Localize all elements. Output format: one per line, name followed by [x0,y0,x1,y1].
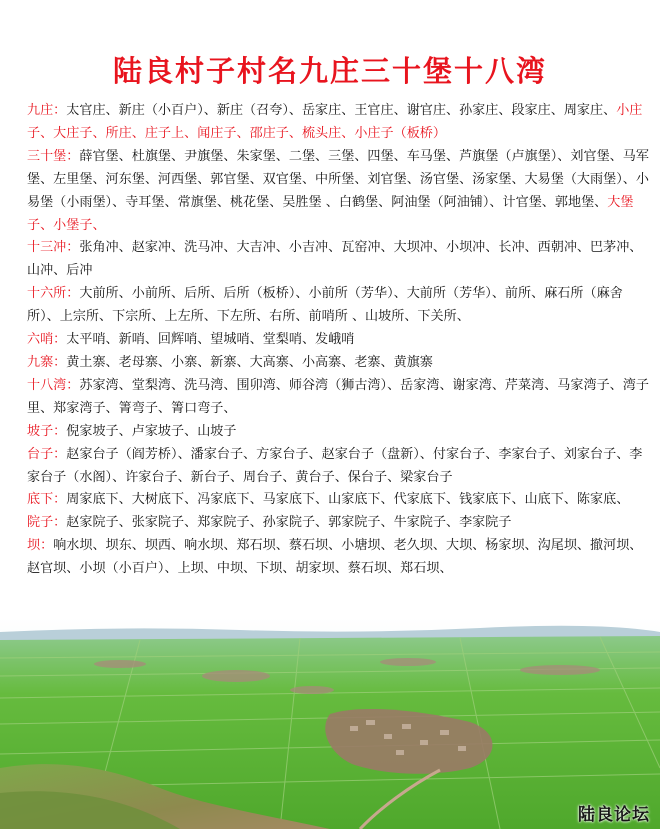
section-label: 六哨： [27,332,67,348]
section-taizi [27,444,651,490]
section-text: 张角冲、赵家冲、洗马冲、大吉冲、小吉冲、瓦窑冲、大坝冲、小坝冲、长冲、西朝冲、巴茅冲、山冲、后冲 [27,240,643,279]
section-label: 院子： [27,515,67,531]
section-liushao [27,329,651,352]
section-label: 九寨： [27,354,67,370]
section-text: 大前所、小前所、后所、后所（板桥）、小前所（芳华）、大前所（芳华）、前所、麻石所（麻舍所）、上宗所、下宗所、上左所、下左所、右所、前哨所 、山坡所、下关所、 [27,286,623,325]
section-text: 倪家坡子、卢家坡子、山坡子 [66,423,237,439]
section-label: 底下： [27,492,67,508]
section-label: 坝： [27,538,54,554]
section-dixia [27,489,651,512]
section-text: 太平哨、新哨、回辉哨、望城哨、堂梨哨、发峨哨 [66,332,355,348]
section-shisanchong [27,237,651,283]
section-yuanzi [27,512,651,535]
section-text: 黄土寨、老母寨、小寨、新寨、大高寨、小高寨、老寨、黄旗寨 [66,354,433,370]
section-label: 三十堡： [27,148,80,164]
section-highlight-text: 小庄子、大庄子、所庄、庄子上、闻庄子、邵庄子、梳头庄、小庄子（板桥） [27,103,643,141]
section-ba [27,535,651,581]
watermark-text: 陆良论坛 [578,805,650,825]
section-shiliusuo [27,283,651,329]
landscape-illustration [0,618,660,829]
section-label: 十八湾： [27,377,80,393]
section-jiuzhai [27,352,651,375]
section-text: 苏家湾、堂梨湾、洗马湾、围卯湾、师谷湾（狮古湾）、岳家湾、谢家湾、芹菜湾、马家湾子、湾子里、郑家湾子、箐弯子、箐口弯子、 [27,377,649,416]
village-name-list [27,100,651,581]
section-label: 十三冲： [27,240,80,256]
section-text: 响水坝、坝东、坝西、响水坝、郑石坝、蔡石坝、小塘坝、老久坝、大坝、杨家坝、沟尾坝、撤河坝、赵官坝、小坝（小百户）、上坝、中坝、下坝、胡家坝、蔡石坝、郑石坝、 [27,538,643,577]
section-label: 坡子： [27,423,67,439]
section-highlight-text: 大堡子、小堡子、 [27,194,634,233]
section-text: 太官庄、新庄（小百户）、新庄（召夸）、岳家庄、王官庄、谢官庄、孙家庄、段家庄、周家庄、 [66,103,617,118]
landscape-photo [0,618,660,829]
section-jiuzhuang [27,100,651,146]
section-shibawan [27,375,651,421]
section-text: 周家底下、大树底下、冯家底下、马家底下、山家底下、代家底下、钱家底下、山底下、陈家底、 [66,492,630,508]
page-title: 陆良村子村名九庄三十堡十八湾 [112,54,547,88]
section-label: 十六所： [27,286,80,302]
section-text: 薛官堡、杜旗堡、尹旗堡、朱家堡、二堡、三堡、四堡、车马堡、芦旗堡（卢旗堡）、刘官堡、马军堡、左里堡、河东堡、河西堡、郭官堡、双官堡、中所堡、刘官堡、汤官堡、汤家堡、大易堡（大雨堡）、小易堡（小雨堡）、寺耳堡、常旗堡、桃花堡、吴胜堡 、白鹤堡、阿油堡（阿油铺）、计官堡、郭地堡、 [27,148,649,210]
section-label: 九庄： [27,103,67,118]
section-sanshibao [27,146,651,238]
section-text: 赵家院子、张家院子、郑家院子、孙家院子、郭家院子、牛家院子、李家院子 [66,515,512,531]
section-label: 台子： [27,446,67,462]
section-text: 赵家台子（阎芳桥）、潘家台子、方家台子、赵家台子（盘新）、付家台子、李家台子、刘家台子、李家台子（水阁）、许家台子、新台子、周台子、黄台子、保台子、梁家台子 [27,446,643,485]
section-pozi [27,421,651,444]
